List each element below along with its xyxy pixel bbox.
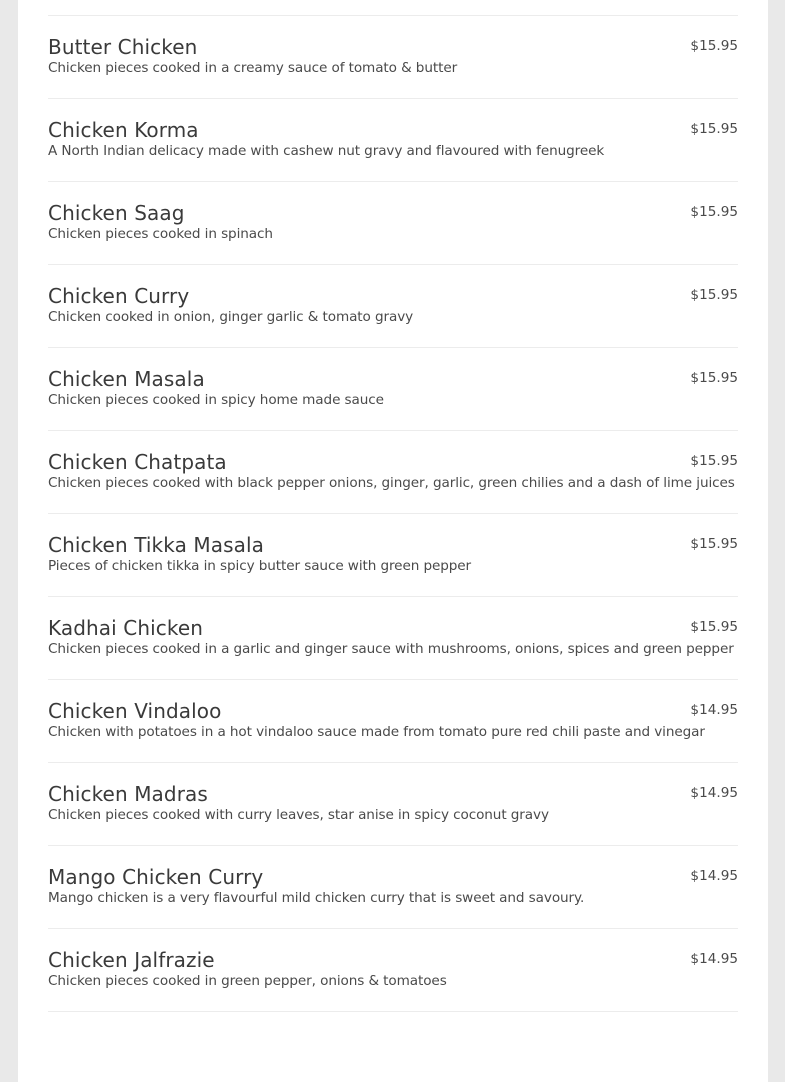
menu-item-name: Chicken Tikka Masala: [48, 533, 264, 557]
menu-item-name: Chicken Jalfrazie: [48, 948, 215, 972]
menu-item: [48, 680, 738, 763]
menu-item-description: Chicken pieces cooked in green pepper, onions & tomatoes: [48, 973, 447, 989]
menu-item: [48, 16, 738, 99]
menu-item-price: $14.95: [690, 868, 738, 884]
menu-item: [48, 846, 738, 929]
menu-item-name: Chicken Madras: [48, 782, 208, 806]
menu-item-price: $14.95: [690, 951, 738, 967]
menu-item-description: A North Indian delicacy made with cashew nut gravy and flavoured with fenugreek: [48, 143, 605, 159]
menu-item-price: $15.95: [690, 204, 738, 220]
menu-item-name: Kadhai Chicken: [48, 616, 204, 640]
menu-item-name: Chicken Saag: [48, 201, 185, 225]
menu-item-description: Chicken pieces cooked in spicy home made sauce: [48, 392, 384, 408]
menu-item: [48, 99, 738, 182]
menu-item-price: $15.95: [690, 287, 738, 303]
menu-item: [48, 265, 738, 348]
menu-item-name: Butter Chicken: [48, 35, 198, 59]
menu-item-price: $15.95: [690, 536, 738, 552]
menu-item-description: Chicken pieces cooked in a creamy sauce of tomato & butter: [48, 60, 458, 76]
menu-item-price: $15.95: [690, 38, 738, 54]
menu-item-description: Chicken pieces cooked with curry leaves, star anise in spicy coconut gravy: [48, 807, 549, 823]
menu-list: [48, 15, 738, 1012]
menu-item-name: Chicken Masala: [48, 367, 205, 391]
menu-item-name: Chicken Chatpata: [48, 450, 227, 474]
menu-item-description: Chicken cooked in onion, ginger garlic & tomato gravy: [48, 309, 414, 325]
menu-item: [48, 929, 738, 1012]
menu-item-name: Chicken Vindaloo: [48, 699, 222, 723]
menu-item-name: Mango Chicken Curry: [48, 865, 264, 889]
menu-item: [48, 348, 738, 431]
menu-item: [48, 763, 738, 846]
menu-item-description: Pieces of chicken tikka in spicy butter sauce with green pepper: [48, 558, 472, 574]
menu-item-name: Chicken Korma: [48, 118, 199, 142]
menu-item-description: Chicken pieces cooked in a garlic and ginger sauce with mushrooms, onions, spices and green pepper: [48, 641, 734, 657]
menu-item-description: Mango chicken is a very flavourful mild chicken curry that is sweet and savoury.: [48, 890, 585, 906]
menu-item: [48, 182, 738, 265]
menu-item: [48, 431, 738, 514]
menu-item-description: Chicken pieces cooked in spinach: [48, 226, 273, 242]
menu-item-price: $14.95: [690, 785, 738, 801]
menu-item-name: Chicken Curry: [48, 284, 190, 308]
menu-item-description: Chicken with potatoes in a hot vindaloo sauce made from tomato pure red chili paste and vinegar: [48, 724, 705, 740]
menu-item: [48, 514, 738, 597]
menu-item-description: Chicken pieces cooked with black pepper onions, ginger, garlic, green chilies and a dash of lime juices: [48, 475, 735, 491]
menu-item-price: $15.95: [690, 453, 738, 469]
menu-item-price: $15.95: [690, 121, 738, 137]
menu-page: [18, 0, 768, 1082]
menu-item-price: $15.95: [690, 370, 738, 386]
menu-item: [48, 597, 738, 680]
menu-item-price: $14.95: [690, 702, 738, 718]
menu-item-price: $15.95: [690, 619, 738, 635]
